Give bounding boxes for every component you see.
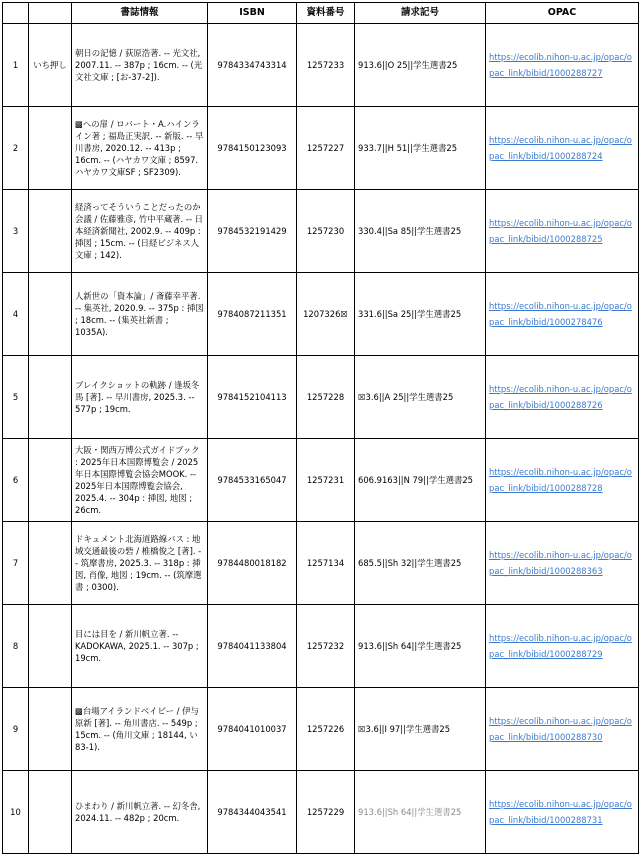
opac-link[interactable]: https://ecolib.nihon-u.ac.jp/opac/opac_link/bibid/1000278476 [489, 301, 632, 327]
table-row [3, 273, 639, 356]
opac-link[interactable]: https://ecolib.nihon-u.ac.jp/opac/opac_link/bibid/1000288727 [489, 52, 632, 78]
bibliographic-info: ドキュメント北海道路線バス : 地域交通最後の砦 / 椎橋俊之 [著]. -- 筑摩書房, 2025.3. -- 318p : 挿図, 肖像, 地図 ; 19cm. -- (筑摩選書 ; 0300). [72, 522, 208, 605]
call-number: 913.6||O 25||学生選書25 [355, 24, 486, 107]
opac-link[interactable]: https://ecolib.nihon-u.ac.jp/opac/opac_link/bibid/1000288724 [489, 135, 632, 161]
bibliographic-info: ▩への扉 / ロバート・A.ハインライン著 ; 福島正実訳. -- 新版. -- 早川書房, 2020.12. -- 413p ; 16cm. -- (ハヤカワ文庫 ; 8597. ハヤカワ文庫SF ; SF2309). [72, 107, 208, 190]
opac-cell [486, 273, 639, 356]
row-number: 8 [3, 605, 29, 688]
row-number: 10 [3, 771, 29, 854]
row-note [29, 522, 72, 605]
opac-cell [486, 107, 639, 190]
material-id: 1257233 [297, 24, 355, 107]
table-row [3, 24, 639, 107]
row-number: 9 [3, 688, 29, 771]
header-opac: OPAC [486, 3, 639, 24]
call-number: ☒3.6||A 25||学生選書25 [355, 356, 486, 439]
opac-cell [486, 688, 639, 771]
table-row [3, 522, 639, 605]
material-id: 1207326☒ [297, 273, 355, 356]
header-row [3, 3, 639, 24]
opac-link[interactable]: https://ecolib.nihon-u.ac.jp/opac/opac_link/bibid/1000288725 [489, 218, 632, 244]
table-row [3, 439, 639, 522]
table-row [3, 356, 639, 439]
material-id: 1257134 [297, 522, 355, 605]
row-note: いち押し [29, 24, 72, 107]
bibliographic-info: ▩台場アイランドベイビー / 伊与原新 [著]. -- 角川書店. -- 549p ; 15cm. -- (角川文庫 ; 18144, い83-1). [72, 688, 208, 771]
opac-cell [486, 605, 639, 688]
catalog-table [2, 2, 639, 854]
table-row [3, 107, 639, 190]
row-note [29, 190, 72, 273]
header-note [29, 3, 72, 24]
call-number: 606.9163||N 79||学生選書25 [355, 439, 486, 522]
isbn: 9784532191429 [208, 190, 297, 273]
row-number: 3 [3, 190, 29, 273]
opac-cell [486, 24, 639, 107]
header-info: 書誌情報 [72, 3, 208, 24]
material-id: 1257228 [297, 356, 355, 439]
bibliographic-info: 人新世の「資本論」/ 斎藤幸平著. -- 集英社, 2020.9. -- 375p : 挿図 ; 18cm. -- (集英社新書 ; 1035A). [72, 273, 208, 356]
call-number: 933.7||H 51||学生選書25 [355, 107, 486, 190]
isbn: 9784150123093 [208, 107, 297, 190]
call-number: 913.6||Sh 64||学生選書25 [355, 771, 486, 854]
call-number: 685.5||Sh 32||学生選書25 [355, 522, 486, 605]
isbn: 9784334743314 [208, 24, 297, 107]
bibliographic-info: 経済ってそういうことだったのか会議 / 佐藤雅彦, 竹中平蔵著. -- 日本経済新聞社, 2002.9. -- 409p : 挿図 ; 15cm. -- (日経ビジネス人文庫 ; 142). [72, 190, 208, 273]
opac-cell [486, 190, 639, 273]
row-number: 2 [3, 107, 29, 190]
material-id: 1257231 [297, 439, 355, 522]
call-number: 913.6||Sh 64||学生選書25 [355, 605, 486, 688]
call-number: 330.4||Sa 85||学生選書25 [355, 190, 486, 273]
material-id: 1257226 [297, 688, 355, 771]
row-number: 5 [3, 356, 29, 439]
isbn: 9784041133804 [208, 605, 297, 688]
bibliographic-info: 大阪・関西万博公式ガイドブック : 2025年日本国際博覧会 / 2025年日本国際博覧会協会MOOK. -- 2025年日本国際博覧会協会, 2025.4. -- 304p : 挿図, 地図 ; 26cm. [72, 439, 208, 522]
material-id: 1257232 [297, 605, 355, 688]
header-id: 資料番号 [297, 3, 355, 24]
table-row [3, 771, 639, 854]
call-number: ☒3.6||I 97||学生選書25 [355, 688, 486, 771]
call-number: 331.6||Sa 25||学生選書25 [355, 273, 486, 356]
isbn: 9784533165047 [208, 439, 297, 522]
opac-cell [486, 439, 639, 522]
bibliographic-info: ひまわり / 新川帆立著. -- 幻冬舎, 2024.11. -- 482p ; 20cm. [72, 771, 208, 854]
row-note [29, 771, 72, 854]
header-call: 請求記号 [355, 3, 486, 24]
bibliographic-info: ブレイクショットの軌跡 / 逢坂冬馬 [著]. -- 早川書房, 2025.3. -- 577p ; 19cm. [72, 356, 208, 439]
table-row [3, 605, 639, 688]
material-id: 1257227 [297, 107, 355, 190]
opac-cell [486, 522, 639, 605]
row-note [29, 273, 72, 356]
row-note [29, 605, 72, 688]
opac-link[interactable]: https://ecolib.nihon-u.ac.jp/opac/opac_link/bibid/1000288731 [489, 799, 632, 825]
isbn: 9784480018182 [208, 522, 297, 605]
row-note [29, 688, 72, 771]
opac-cell [486, 771, 639, 854]
material-id: 1257230 [297, 190, 355, 273]
row-note [29, 439, 72, 522]
row-number: 7 [3, 522, 29, 605]
material-id: 1257229 [297, 771, 355, 854]
isbn: 9784087211351 [208, 273, 297, 356]
table-row [3, 688, 639, 771]
isbn: 9784152104113 [208, 356, 297, 439]
opac-link[interactable]: https://ecolib.nihon-u.ac.jp/opac/opac_link/bibid/1000288728 [489, 467, 632, 493]
row-number: 1 [3, 24, 29, 107]
bibliographic-info: 目には目を / 新川帆立著. -- KADOKAWA, 2025.1. -- 307p ; 19cm. [72, 605, 208, 688]
opac-link[interactable]: https://ecolib.nihon-u.ac.jp/opac/opac_link/bibid/1000288730 [489, 716, 632, 742]
row-note [29, 107, 72, 190]
header-no [3, 3, 29, 24]
opac-link[interactable]: https://ecolib.nihon-u.ac.jp/opac/opac_link/bibid/1000288363 [489, 550, 632, 576]
opac-link[interactable]: https://ecolib.nihon-u.ac.jp/opac/opac_link/bibid/1000288726 [489, 384, 632, 410]
opac-link[interactable]: https://ecolib.nihon-u.ac.jp/opac/opac_link/bibid/1000288729 [489, 633, 632, 659]
row-note [29, 356, 72, 439]
row-number: 6 [3, 439, 29, 522]
row-number: 4 [3, 273, 29, 356]
opac-cell [486, 356, 639, 439]
isbn: 9784344043541 [208, 771, 297, 854]
bibliographic-info: 朝日の記憶 / 荻原浩著. -- 光文社, 2007.11. -- 387p ; 16cm. -- (光文社文庫 ; [お-37-2]). [72, 24, 208, 107]
isbn: 9784041010037 [208, 688, 297, 771]
header-isbn: ISBN [208, 3, 297, 24]
table-row [3, 190, 639, 273]
